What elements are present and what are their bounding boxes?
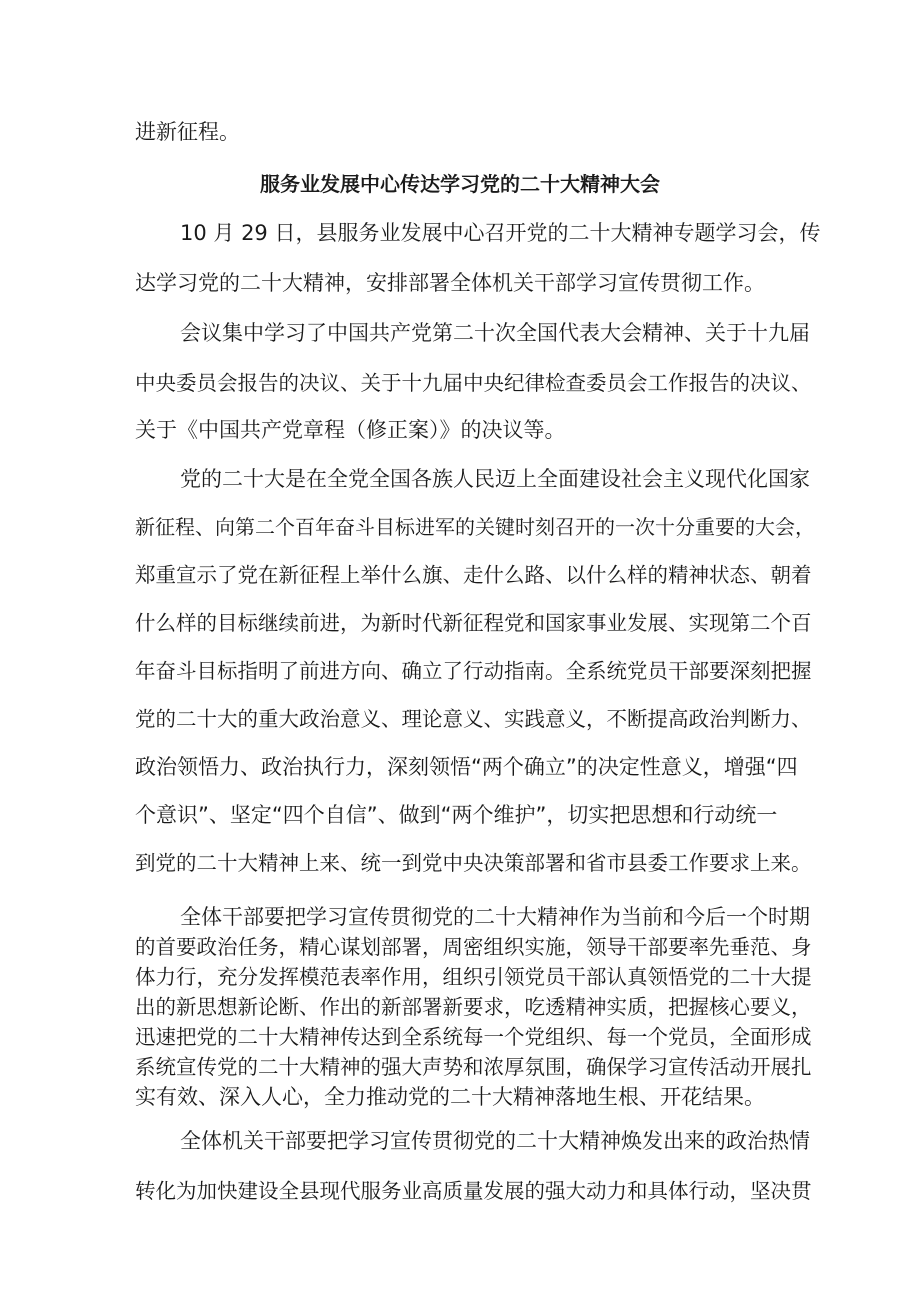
p3-line-2: 新征程、向第二个百年奋斗目标进军的关键时刻召开的一次十分重要的大会， [135, 515, 815, 539]
p3-line-7: 政治领悟力、政治执行力，深刻领悟“两个确立”的决定性意义，增强“四 [135, 755, 798, 779]
p3-line-9: 到党的二十大精神上来、统一到党中央决策部署和省市县委工作要求上来。 [135, 851, 812, 875]
p4-line-1: 全体干部要把学习宣传贯彻党的二十大精神作为当前和今后一个时期 [180, 905, 810, 929]
intro-tail-line: 进新征程。 [135, 120, 240, 144]
p4-line-3: 体力行，充分发挥模范表率作用，组织引领党员干部认真领悟党的二十大提 [135, 965, 812, 989]
p4-line-2: 的首要政治任务，精心谋划部署，周密组织实施，领导干部要率先垂范、身 [135, 935, 812, 959]
p2-line-3: 关于《中国共产党章程（修正案）》的决议等。 [135, 418, 566, 442]
p3-line-6: 党的二十大的重大政治意义、理论意义、实践意义，不断提高政治判断力、 [135, 707, 812, 731]
p3-line-3: 郑重宣示了党在新征程上举什么旗、走什么路、以什么样的精神状态、朝着 [135, 563, 812, 587]
p3-line-4: 什么样的目标继续前进，为新时代新征程党和国家事业发展、实现第二个百 [135, 611, 812, 635]
p2-line-1: 会议集中学习了中国共产党第二十次全国代表大会精神、关于十九届 [180, 321, 810, 345]
p4-line-4: 出的新思想新论断、作出的新部署新要求，吃透精神实质，把握核心要义， [135, 995, 812, 1019]
p5-line-2: 转化为加快建设全县现代服务业高质量发展的强大动力和具体行动，坚决贯 [135, 1179, 812, 1203]
p3-line-1: 党的二十大是在全党全国各族人民迈上全面建设社会主义现代化国家 [180, 467, 810, 491]
p4-line-7: 实有效、深入人心，全力推动党的二十大精神落地生根、开花结果。 [135, 1085, 765, 1109]
p4-line-5: 迅速把党的二十大精神传达到全系统每一个党组织、每一个党员，全面形成 [135, 1025, 812, 1049]
p5-line-1: 全体机关干部要把学习宣传贯彻党的二十大精神焕发出来的政治热情 [180, 1129, 810, 1153]
p1-line-1: 10 月 29 日，县服务业发展中心召开党的二十大精神专题学习会，传 [180, 221, 821, 245]
p1-line-2: 达学习党的二十大精神，安排部署全体机关干部学习宣传贯彻工作。 [135, 271, 765, 295]
p3-line-5: 年奋斗目标指明了前进方向、确立了行动指南。全系统党员干部要深刻把握 [135, 659, 812, 683]
p4-line-6: 系统宣传党的二十大精神的强大声势和浓厚氛围，确保学习宣传活动开展扎 [135, 1055, 812, 1079]
article-title: 服务业发展中心传达学习党的二十大精神大会 [260, 172, 660, 196]
p2-line-2: 中央委员会报告的决议、关于十九届中央纪律检查委员会工作报告的决议、 [135, 371, 812, 395]
p3-line-8: 个意识”、坚定“四个自信”、做到“两个维护”，切实把思想和行动统一 [135, 803, 778, 827]
